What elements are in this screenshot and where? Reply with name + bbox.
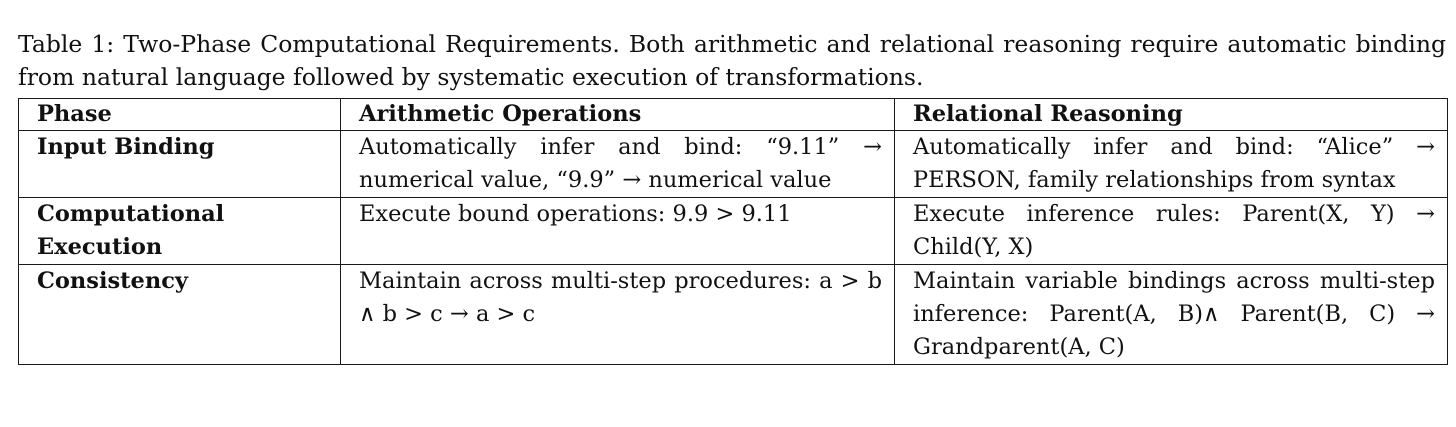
- table-header-row: [19, 99, 1448, 131]
- phase-cell: Consistency: [19, 265, 341, 365]
- header-phase: Phase: [19, 99, 341, 131]
- relational-cell: Execute inference rules: Parent(X, Y) → Child(Y, X): [895, 198, 1448, 265]
- requirements-table: [18, 98, 1448, 365]
- arithmetic-cell: Execute bound operations: 9.9 > 9.11: [341, 198, 895, 265]
- relational-cell: Automatically infer and bind: “Alice” → PERSON, family relationships from syntax: [895, 131, 1448, 198]
- arithmetic-cell: Automatically infer and bind: “9.11” → numerical value, “9.9” → numerical value: [341, 131, 895, 198]
- arithmetic-cell: Maintain across multi-step procedures: a > b ∧ b > c → a > c: [341, 265, 895, 365]
- phase-cell: Computational Execution: [19, 198, 341, 265]
- header-relational: Relational Reasoning: [895, 99, 1448, 131]
- header-arithmetic: Arithmetic Operations: [341, 99, 895, 131]
- table-caption: Table 1: Two-Phase Computational Requirements. Both arithmetic and relational reasoning require automatic binding from natural language followed by systematic execution of transformations.: [18, 30, 1446, 91]
- table-row: [19, 198, 1448, 265]
- relational-cell: Maintain variable bindings across multi-step inference: Parent(A, B)∧ Parent(B, C) → Grandparent(A, C): [895, 265, 1448, 365]
- phase-cell: Input Binding: [19, 131, 341, 198]
- table-row: [19, 131, 1448, 198]
- table-row: [19, 265, 1448, 365]
